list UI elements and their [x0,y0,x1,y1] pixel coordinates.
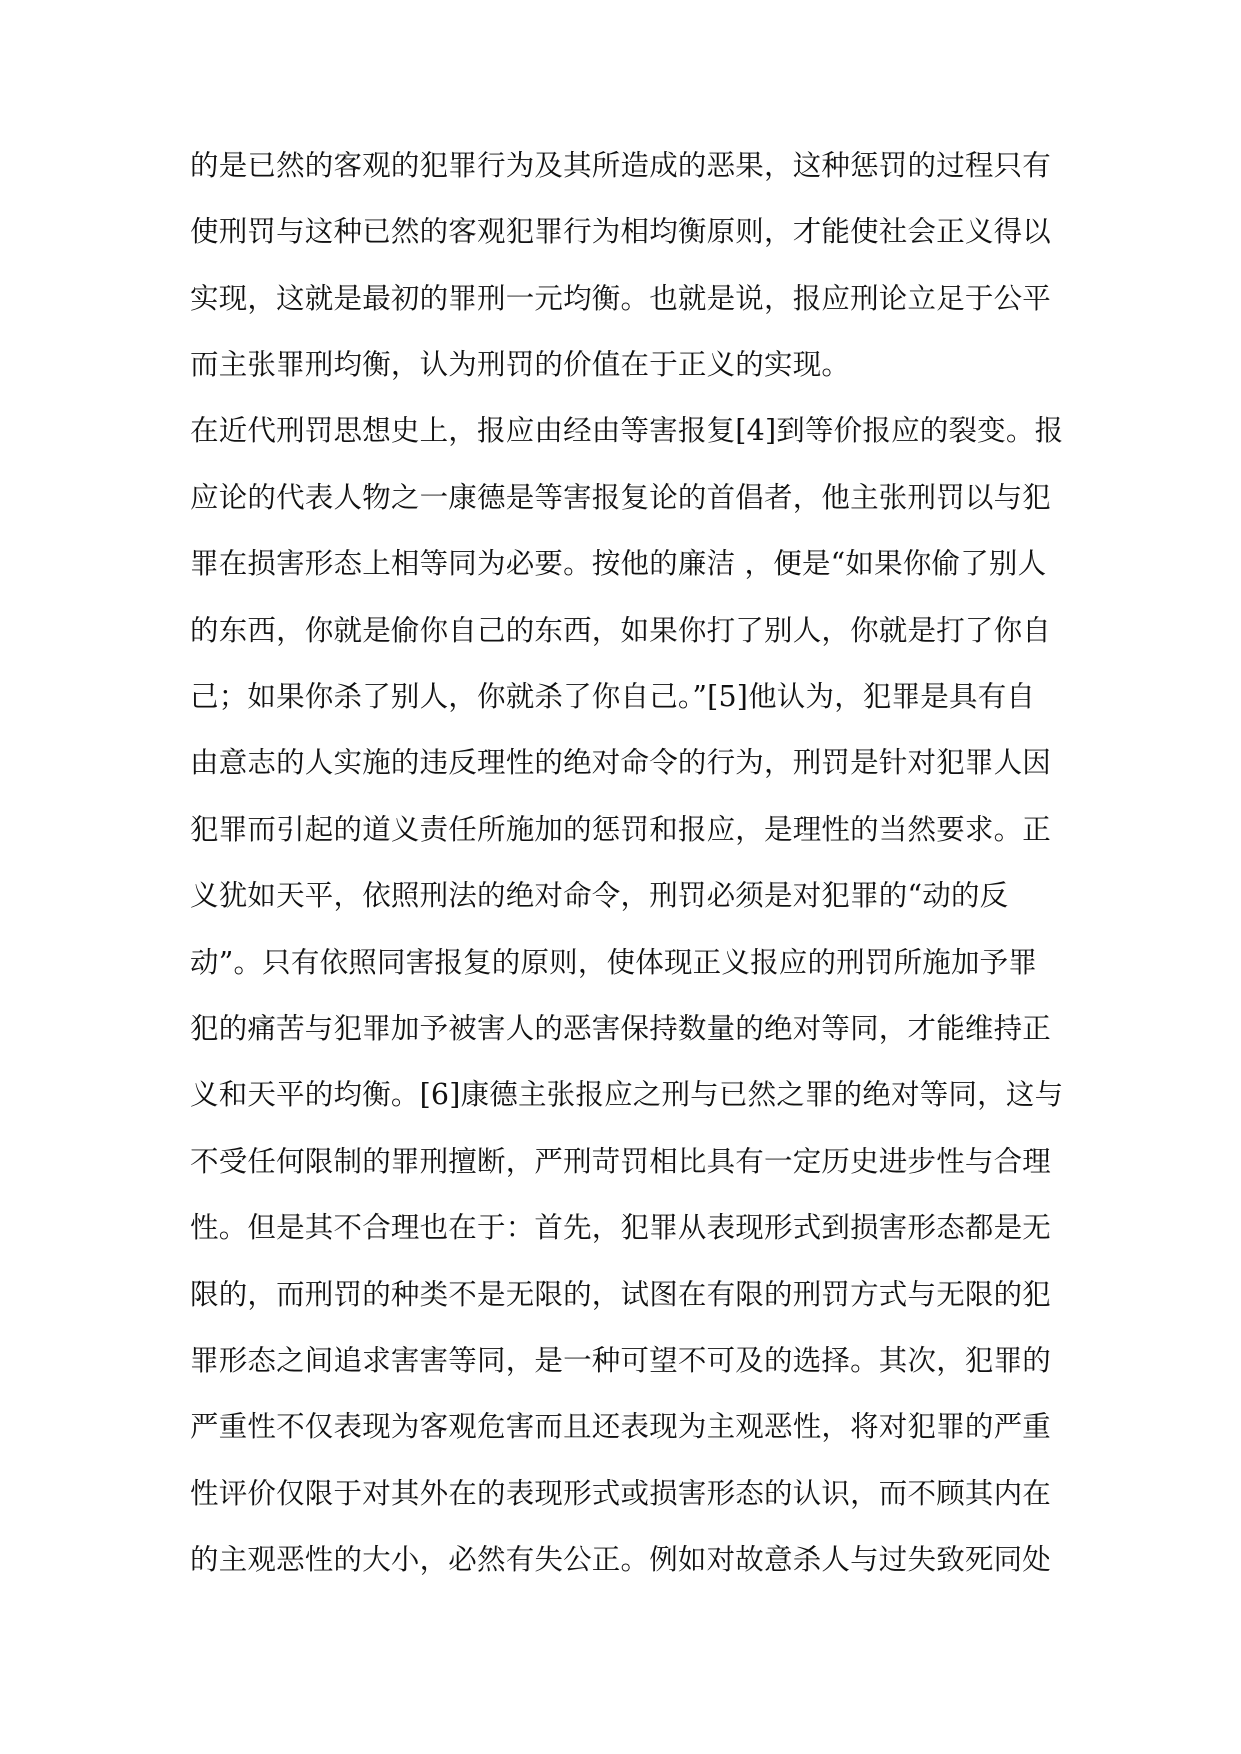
text-line: 应论的代表人物之一康德是等害报复论的首倡者，他主张刑罚以与犯 [190,481,1052,514]
text-line: 不受任何限制的罪刑擅断，严刑苛罚相比具有一定历史进步性与合理 [190,1145,1052,1178]
text-line: 性评价仅限于对其外在的表现形式或损害形态的认识，而不顾其内在 [190,1477,1052,1510]
text-line: 使刑罚与这种已然的客观犯罪行为相均衡原则，才能使社会正义得以 [190,215,1052,248]
text-line: 义犹如天平，依照刑法的绝对命令，刑罚必须是对犯罪的“动的反 [190,879,1009,912]
text-line: 罪在损害形态上相等同为必要。按他的廉洁 ，便是“如果你偷了别人 [190,547,1047,580]
text-line: 在近代刑罚思想史上，报应由经由等害报复[4]到等价报应的裂变。报 [190,414,1064,447]
text-line: 罪形态之间追求害害等同，是一种可望不可及的选择。其次，犯罪的 [190,1344,1052,1377]
text-line: 犯罪而引起的道义责任所施加的惩罚和报应，是理性的当然要求。正 [190,813,1052,846]
text-line: 实现，这就是最初的罪刑一元均衡。也就是说，报应刑论立足于公平 [190,282,1052,315]
text-line: 动”。只有依照同害报复的原则，使体现正义报应的刑罚所施加予罪 [190,946,1038,979]
text-line: 的是已然的客观的犯罪行为及其所造成的恶果，这种惩罚的过程只有 [190,149,1052,182]
text-line: 己；如果你杀了别人，你就杀了你自己。”[5]他认为，犯罪是具有自 [190,680,1036,713]
text-line: 由意志的人实施的违反理性的绝对命令的行为，刑罚是针对犯罪人因 [190,746,1052,779]
text-line: 而主张罪刑均衡，认为刑罚的价值在于正义的实现。 [190,348,851,381]
text-line: 性。但是其不合理也在于：首先，犯罪从表现形式到损害形态都是无 [190,1211,1052,1244]
text-line: 限的，而刑罚的种类不是无限的，试图在有限的刑罚方式与无限的犯 [190,1278,1052,1311]
text-line: 义和天平的均衡。[6]康德主张报应之刑与已然之罪的绝对等同，这与 [190,1078,1064,1111]
text-line: 的东西，你就是偷你自己的东西，如果你打了别人，你就是打了你自 [190,614,1052,647]
text-line: 的主观恶性的大小，必然有失公正。例如对故意杀人与过失致死同处 [190,1543,1052,1576]
text-line: 严重性不仅表现为客观危害而且还表现为主观恶性，将对犯罪的严重 [190,1410,1052,1443]
text-line: 犯的痛苦与犯罪加予被害人的恶害保持数量的绝对等同，才能维持正 [190,1012,1052,1045]
